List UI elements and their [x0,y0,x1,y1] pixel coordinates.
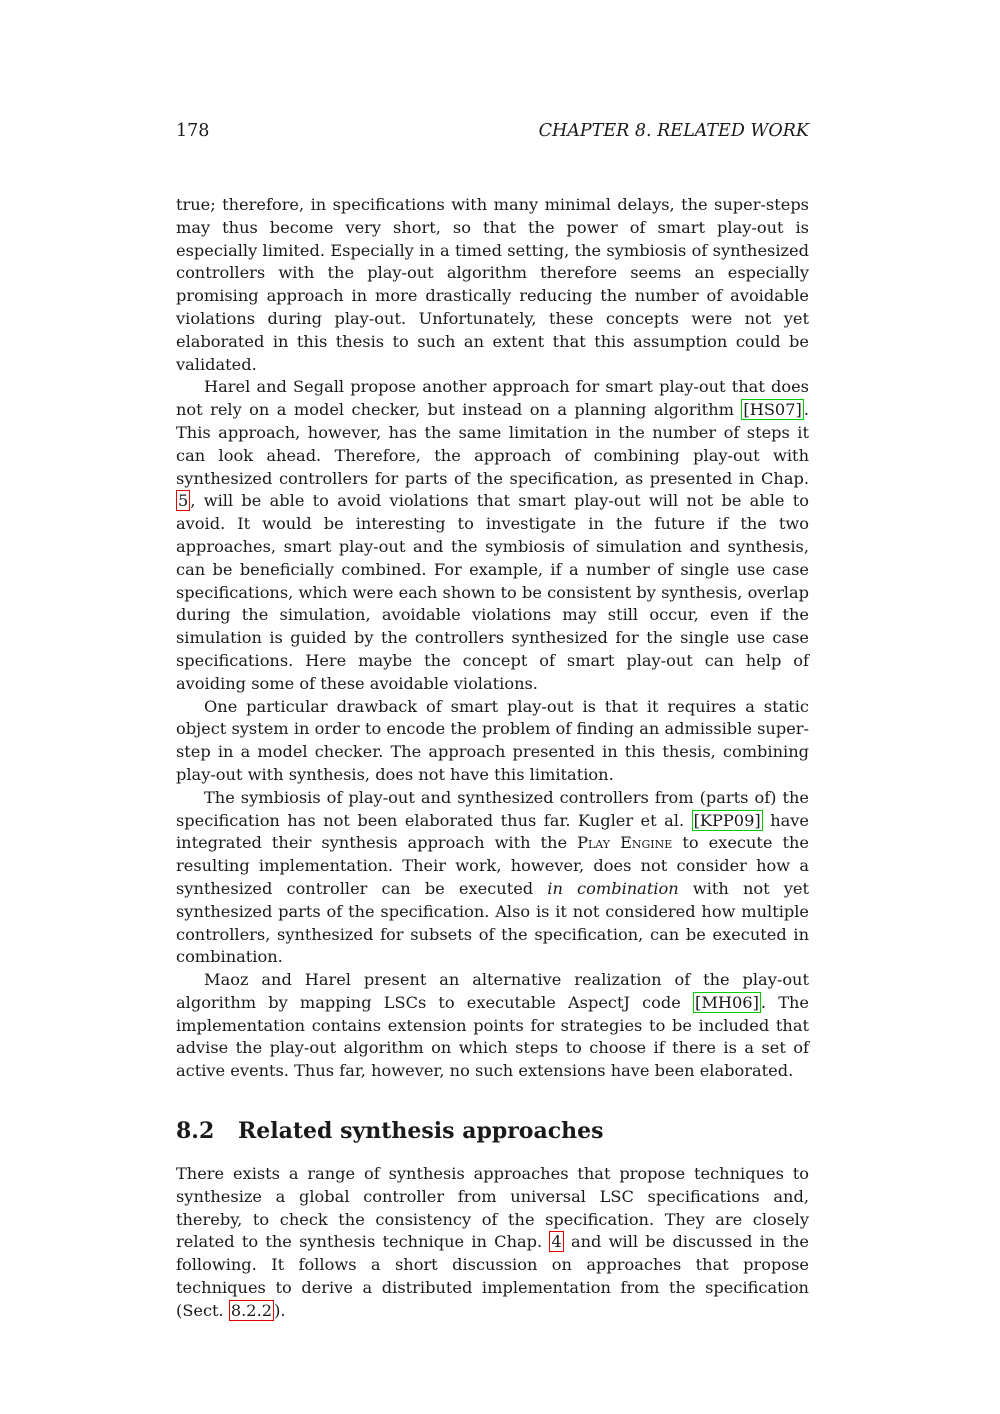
paragraph-4-text-c: to execute the resulting implementation. Their work, however, does not consider how a synthesized controller can be executed [176,833,809,898]
document-page [176,118,809,1323]
paragraph-4-text-a: The symbiosis of play-out and synthesized controllers from (parts of) the specification has not been elaborated thus far. Kugler et al. [176,787,809,830]
section-paragraph-text-a: There exists a range of synthesis approaches that propose techniques to synthesize a global controller from universal LSC specifications and, thereby, to check the consistency of the specification. They are closely related to the synthesis technique in Chap. [176,1164,809,1252]
paragraph-2-text-a: Harel and Segall propose another approach for smart play-out that does not rely on a model checker, but instead on a planning algorithm [176,377,809,420]
running-title: CHAPTER 8. RELATED WORK [538,121,809,141]
chapter-ref-link-5[interactable]: 5 [178,491,189,511]
paragraph-3: One particular drawback of smart play-out is that it requires a static object system in order to encode the problem of finding an admissible super-step in a model checker. The approach presented in this thesis, combining play-out with synthesis, does not have this limitation. [176,696,809,784]
paragraph-5-text-a: Maoz and Harel present an alternative realization of the play-out algorithm by mapping LSCs to executable AspectJ code [176,970,809,1012]
paragraph-4-text-b: have integrated their synthesis approach with the [176,810,809,853]
section-paragraph-text-c: ). [274,1300,286,1320]
paragraph-2 [176,376,809,695]
page-header [176,118,809,144]
section-paragraph-text-b: and will be discussed in the following. It follows a short discussion on approaches that propose techniques to derive a distributed implementation from the specification (Sect. [176,1232,809,1320]
paragraph-1: true; therefore, in specifications with many minimal delays, the super-steps may thus become very short, so that the power of smart play-out is especially limited. Especially in a timed setting, the symbiosis of synthesized controllers with the play-out algorithm therefore seems an especially promising approach in more drastically reducing the number of avoidable violations during play-out. Unfortunately, these concepts were not yet elaborated in this thesis to such an extent that this assumption could be validated. [176,195,809,374]
section-ref-link-8-2-2[interactable]: 8.2.2 [230,1300,273,1320]
section-title: Related synthesis approaches [238,1118,604,1145]
body-text [176,194,809,1323]
emphasis-in-combination: in combination [547,878,679,898]
citation-link-hs07[interactable]: [HS07] [743,400,802,420]
play-engine-name: Play Engine [577,833,673,853]
section-heading [176,1117,809,1145]
paragraph-5 [176,969,809,1083]
page-number: 178 [176,121,210,141]
citation-link-kpp09[interactable]: [KPP09] [693,810,761,830]
paragraph-4 [176,787,809,969]
section-number: 8.2 [176,1118,215,1145]
chapter-ref-link-4[interactable]: 4 [551,1232,562,1252]
paragraph-5-text-b: . The implementation contains extension points for strategies to be included that advise the play-out algorithm on which steps to choose if there is a set of active events. Thus far, however, no such extensions have been elaborated. [176,992,810,1081]
paragraph-2-text-c: , will be able to avoid violations that smart play-out will not be able to avoid. It would be interesting to investigate in the future if the two approaches, smart play-out and the symbiosis of simulation and synthesis, can be beneficially combined. For example, if a number of single use case specifications, which were each shown to be consistent by synthesis, overlap during the simulation, avoidable violations may still occur, even if the simulation is guided by the controllers synthesized for the single use case specifications. Here maybe the concept of smart play-out can help of avoiding some of these avoidable violations. [176,491,809,693]
paragraph-4-text-d: with not yet synthesized parts of the specification. Also is it not considered how multiple controllers, synthesized for subsets of the specification, can be executed in combination. [176,878,809,967]
section-paragraph [176,1163,809,1323]
paragraph-2-text-b: . This approach, however, has the same limitation in the number of steps it can look ahead. Therefore, the approach of combining play-out with synthesized controllers for parts of the specification, as presented in Chap. [176,400,809,488]
citation-link-mh06[interactable]: [MH06] [695,992,759,1012]
